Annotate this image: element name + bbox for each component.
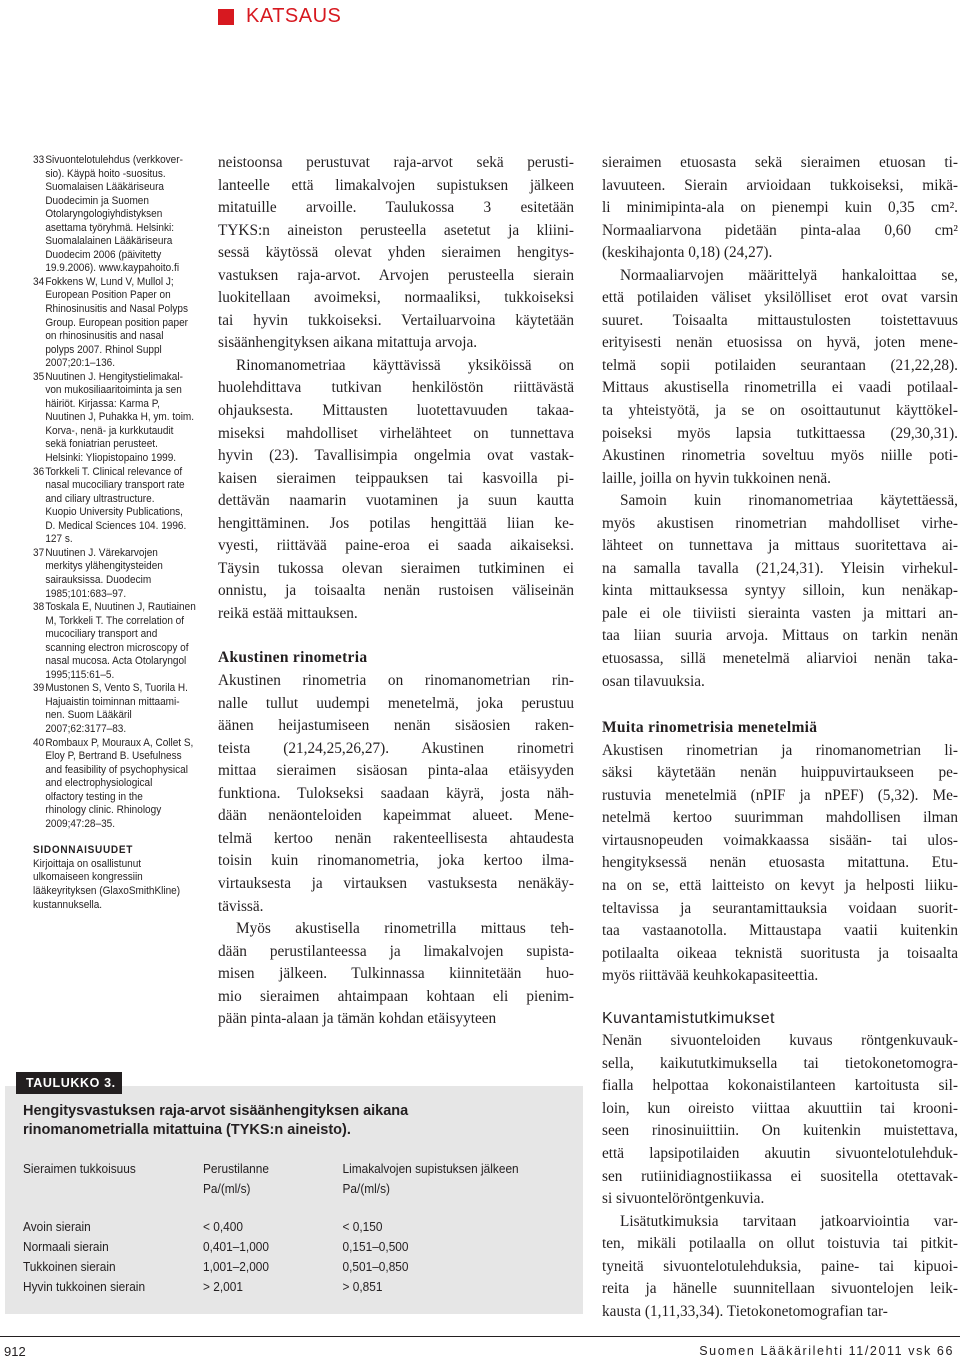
reference-line: and electrophysiological bbox=[45, 777, 153, 790]
reference-line: Nuutinen J. Hengitystielimakal- bbox=[45, 370, 183, 383]
text-line: Myös akustisella rinometrilla mittaus teh- bbox=[236, 920, 574, 938]
section-label bbox=[218, 5, 341, 28]
table-header-row bbox=[23, 1159, 550, 1179]
reference-text bbox=[45, 466, 197, 547]
text-line: ta yhteistyötä, ja se on osoittautunut käyttökel- bbox=[602, 402, 958, 420]
reference-line: Suomalalainen Lääkäriseura bbox=[45, 235, 173, 248]
paragraph bbox=[218, 152, 574, 355]
disclosure-line: kustannuksella. bbox=[33, 898, 103, 911]
text-line: erityisesti nenän etuosissa on hyvä, joten mene- bbox=[602, 334, 958, 352]
table-cell: > 0,851 bbox=[342, 1279, 383, 1294]
reference-item bbox=[33, 154, 198, 276]
table-3 bbox=[5, 1076, 583, 1314]
reference-item bbox=[33, 737, 198, 832]
reference-line: Duodecim 2006 (päivitetty bbox=[45, 248, 162, 261]
text-line: reita ja hänelle suunnitellaan sivuontelojen leik- bbox=[602, 1280, 958, 1298]
text-line: hengityksessä nenän etuosasta mitattuna. Etu- bbox=[602, 854, 958, 872]
section-heading-other-methods: Muita rinometrisia menetelmiä bbox=[602, 719, 818, 737]
reference-line: Toskala E, Nuutinen J, Rautiainen bbox=[45, 601, 196, 614]
reference-text bbox=[45, 682, 197, 736]
reference-line: Fokkens W, Lund V, Mullol J; bbox=[45, 275, 174, 288]
text-line: Akustinen rinometria soveltuu myös niille poti- bbox=[602, 447, 958, 465]
table-row bbox=[23, 1277, 550, 1297]
reference-number: 35 bbox=[33, 370, 45, 383]
paragraph bbox=[218, 918, 574, 1031]
reference-item bbox=[33, 276, 198, 371]
section-title: KATSAUS bbox=[246, 5, 342, 27]
table-row bbox=[23, 1217, 550, 1237]
text-line: Lisätutkimuksia tarvitaan jatkoarviointia var- bbox=[620, 1212, 958, 1230]
reference-line: Rombaux P, Mouraux A, Collet S, bbox=[45, 736, 194, 749]
reference-line: rhinology clinic. Rhinology bbox=[45, 804, 162, 817]
reference-text bbox=[45, 371, 197, 466]
text-line: dään perustilanteessa ja limakalvojen supista- bbox=[218, 942, 574, 960]
text-line: hyvin (23). Tavallisimpia ongelmia ovat vastak- bbox=[218, 447, 574, 465]
reference-line: Torkkeli T. Clinical relevance of bbox=[45, 465, 183, 478]
section-heading-acoustic-rhinometry: Akustinen rinometria bbox=[218, 649, 368, 667]
text-line: vyesti, riittävää paine-eroa ei saada aikaiseksi. bbox=[218, 537, 574, 555]
text-line: lavuuteen. Sierain arvioidaan tukkoiseksi, mikä- bbox=[602, 176, 958, 194]
reference-line: 1985;101:683–97. bbox=[45, 587, 127, 600]
footer-rule bbox=[0, 1336, 960, 1337]
reference-line: 19.9.2006). www.kaypahoito.fi bbox=[45, 262, 180, 275]
table-row bbox=[23, 1257, 550, 1277]
text-line: sella, kaikututkimuksella tai tietokonetomogra- bbox=[602, 1054, 958, 1072]
text-line: seen rinosinuiittiin. On kuitenkin muistettava, bbox=[602, 1122, 958, 1140]
reference-number: 36 bbox=[33, 465, 45, 478]
text-line: sieraimen etuosasta sekä sieraimen etuosan ti- bbox=[602, 154, 958, 171]
text-line: hengittäminen. Jos potilas hengittää liian ke- bbox=[218, 514, 574, 532]
text-line: lanteelle että limakalvojen supistuksen jälkeen bbox=[218, 176, 574, 194]
reference-line: Kuopio University Publications, bbox=[45, 506, 183, 519]
reference-line: 2007;20:1–136. bbox=[45, 357, 116, 370]
reference-line: 127 s. bbox=[45, 533, 73, 546]
text-line: sessä käytössä olevat yhden sieraimen hengitys- bbox=[218, 244, 574, 262]
reference-text bbox=[45, 154, 197, 276]
reference-text bbox=[45, 547, 197, 601]
paragraph bbox=[602, 490, 958, 693]
paragraph bbox=[602, 265, 958, 490]
reference-line: Suomalaisen Lääkäriseura bbox=[45, 181, 165, 194]
table-tag: TAULUKKO 3. bbox=[16, 1072, 122, 1094]
text-line: teltavissa ja seurantamittauksia voidaan suorit- bbox=[602, 899, 958, 917]
text-line: Rinomanometriaa käyttävissä yksiköissä on bbox=[236, 356, 574, 374]
text-line: Mittaus akustisella rinometrilla ei vaadi potilaal- bbox=[602, 379, 958, 397]
table-cell: 1,001–2,000 bbox=[203, 1259, 270, 1274]
text-line: myös akustisen rinometrian mahdolliset virhe- bbox=[602, 514, 958, 532]
text-line: Akustisen rinometrian ja rinomanometrian li- bbox=[602, 741, 958, 759]
text-line: pään pinta-alaan ja tämän kohdan etäisyyteen bbox=[218, 1010, 497, 1028]
reference-text bbox=[45, 276, 197, 371]
table-title bbox=[23, 1102, 408, 1140]
text-line: dettävän naamarin vuotaminen ja suun kautta bbox=[218, 492, 574, 510]
reference-line: von mukosiliaaritoiminta ja sen bbox=[45, 384, 182, 397]
text-line: telmä kertoo nenän rakenteellisesta ahtaudesta bbox=[218, 829, 574, 847]
text-line: kausta (1,11,33,34). Tietokonetomografian tar- bbox=[602, 1302, 888, 1320]
reference-line: scanning electron microscopy of bbox=[45, 641, 189, 654]
table-header-row bbox=[23, 1179, 550, 1199]
reference-line: Hajuaistin toiminnan mittaami- bbox=[45, 695, 180, 708]
table-spacer bbox=[23, 1199, 550, 1217]
reference-line: sekä foniatrian perusteet. bbox=[45, 438, 158, 451]
table-cell bbox=[23, 1179, 203, 1199]
text-line: sen rutiinidiagnostiikassa ei suositella otettavak- bbox=[602, 1167, 958, 1185]
disclosure-line: lääkeyrityksen (GlaxoSmithKline) bbox=[33, 884, 181, 897]
text-line: ten, mikäli potilaalla on ollut toistuvia tai pitkit- bbox=[602, 1235, 958, 1253]
paragraph bbox=[218, 670, 574, 918]
reference-line: merkitys ylähengitysteiden bbox=[45, 560, 163, 573]
table-cell: Perustilanne bbox=[203, 1161, 269, 1176]
text-line: si sivuontelöröntgenkuvia. bbox=[602, 1190, 765, 1208]
reference-line: 2009;47:28–35. bbox=[45, 817, 116, 830]
text-line: mittaa sieraimen sisäosan pinta-alaa etäisyyden bbox=[218, 762, 574, 780]
text-line: suuret. Toisaalta mittaustulosten toistettavuus bbox=[602, 311, 958, 329]
reference-line: D. Medical Sciences 104. 1996. bbox=[45, 519, 187, 532]
reference-line: nasal mucociliary transport rate bbox=[45, 479, 185, 492]
text-line: mitatuille arvoille. Taulukossa 3 esitetään bbox=[218, 199, 574, 217]
text-line: kinta mittauksessa syntyy silloin, kun nenäkap- bbox=[602, 582, 958, 600]
text-line: mio sieraimen ahtaimpaan kohtaan eli pienim- bbox=[218, 987, 574, 1005]
table-title-line: Hengitysvastuksen raja-arvot sisäänhengityksen aikana bbox=[23, 1103, 409, 1119]
reference-line: Sivuontelotulehdus (verkkover- bbox=[45, 154, 183, 166]
reference-line: Duodecimin ja Suomen bbox=[45, 194, 149, 207]
reference-line: nen. Suom Lääkäril bbox=[45, 709, 132, 722]
table-cell: Limakalvojen supistuksen jälkeen bbox=[342, 1161, 519, 1176]
section-marker-square bbox=[218, 9, 234, 25]
text-line: sisäänhengityksen aikana mitattuja arvoja. bbox=[218, 334, 478, 352]
text-line: miseksi mahdolliset virhelähteet on tunnettava bbox=[218, 424, 574, 442]
reference-line: Korva-, nenä- ja kurkkutaudit bbox=[45, 424, 174, 437]
reference-item bbox=[33, 547, 198, 601]
paragraph bbox=[602, 1211, 958, 1324]
text-line: (keskihajonta 0,18) (24,27). bbox=[602, 244, 773, 262]
paragraph bbox=[602, 152, 958, 265]
text-line: misen jälkeen. Tulkinnassa kiinnitetään huo- bbox=[218, 965, 574, 983]
text-line: tävissä. bbox=[218, 897, 264, 915]
text-line: virtausnopeuden voimakkaassa sisään- tai ulos- bbox=[602, 831, 958, 849]
reference-line: on rhinosinusitis and nasal bbox=[45, 330, 164, 343]
text-line: telmä sopii potilaiden seurantaan (21,22,28). bbox=[602, 356, 958, 374]
text-line: taa vastaanotolla. Mittaustapa vaatii kuitenkin bbox=[602, 922, 958, 940]
reference-line: Nuutinen J. Värekarvojen bbox=[45, 546, 158, 559]
text-line: teista (21,24,25,26,27). Akustinen rinometri bbox=[218, 739, 574, 757]
reference-line: sio). Käypä hoito -suositus. bbox=[45, 167, 166, 180]
reference-number: 37 bbox=[33, 546, 45, 559]
reference-item bbox=[33, 371, 198, 466]
reference-item bbox=[33, 682, 198, 736]
text-line: että lapsipotilaiden akuutin sivuontelotulehduk- bbox=[602, 1144, 958, 1162]
table-cell: 0,401–1,000 bbox=[203, 1239, 270, 1254]
table-cell: Pa/(ml/s) bbox=[203, 1181, 251, 1196]
reference-line: and feasibility of psychophysical bbox=[45, 763, 188, 776]
paragraph bbox=[602, 1030, 958, 1210]
text-line: tai hyvin tukkoiseksi. Vertailuarvoina käytetään bbox=[218, 311, 574, 329]
text-line: luokitellaan avoimeksi, normaaliksi, tukkoiseksi bbox=[218, 289, 574, 307]
reference-item bbox=[33, 466, 198, 547]
reference-line: European Position Paper on bbox=[45, 289, 171, 302]
reference-line: asettama työryhmä. Helsinki: bbox=[45, 221, 175, 234]
table-cell: < 0,400 bbox=[203, 1219, 243, 1234]
text-line: loin, kun oireisto viittaa akuuttiin tai krooni- bbox=[602, 1099, 958, 1117]
disclosure-heading: SIDONNAISUUDET bbox=[33, 844, 134, 857]
reference-number: 38 bbox=[33, 601, 45, 614]
text-line: säksi käytetään nenän huippuvirtaukseen pe- bbox=[602, 764, 958, 782]
text-line: funktiona. Tulokseksi saadaan käyrä, josta näh- bbox=[218, 784, 574, 802]
table-cell: Pa/(ml/s) bbox=[342, 1181, 390, 1196]
text-line: pale ei ole tiiviisti sierainta vasten ja mittari an- bbox=[602, 604, 958, 622]
table-body bbox=[23, 1159, 550, 1297]
text-line: vastuksen raja-arvot. Arvojen perusteella sierain bbox=[218, 266, 574, 284]
text-line: onnistu, ja toisaalta nenän rustoisen väliseinän bbox=[218, 582, 574, 600]
text-line: fialla helpottaa kokonaistilanteen kartoitusta sil- bbox=[602, 1077, 958, 1095]
reference-number: 34 bbox=[33, 275, 45, 288]
page-number: 912 bbox=[4, 1344, 26, 1359]
text-line: ohjauksesta. Mittausten luotettavuuden takaa- bbox=[218, 402, 574, 420]
reference-line: häiriöt. Kirjassa: Karma P, bbox=[45, 397, 160, 410]
table-cell: 0,151–0,500 bbox=[342, 1239, 409, 1254]
reference-line: Rhinosinusitis and Nasal Polyps bbox=[45, 303, 188, 316]
text-line: laille, joilla on hyvin tukkoinen nenä. bbox=[602, 469, 831, 487]
reference-text bbox=[45, 737, 197, 832]
table-cell: Tukkoinen sierain bbox=[23, 1259, 116, 1274]
reference-line: polyps 2007. Rhinol Suppl bbox=[45, 343, 162, 356]
text-line: li minimipinta-ala on pienempi kuin 0,35 cm². bbox=[602, 199, 958, 217]
reference-line: mucociliary transport and bbox=[45, 628, 158, 641]
paragraph bbox=[602, 740, 958, 988]
text-line: etuosassa, sillä menetelmä aliarvioi nenän taka- bbox=[602, 650, 958, 668]
journal-footer: Suomen Lääkärilehti 11/2011 vsk 66 bbox=[699, 1344, 954, 1358]
table-title-line: rinomanometrialla mitattuina (TYKS:n aineisto). bbox=[23, 1122, 351, 1138]
text-line: Akustinen rinometria on rinomanometrian rin- bbox=[218, 672, 574, 690]
table-cell: Normaali sierain bbox=[23, 1239, 109, 1254]
reference-line: 2007;62:3177–83. bbox=[45, 722, 127, 735]
table-cell: > 2,001 bbox=[203, 1279, 243, 1294]
reference-line: Helsinki: Yliopistopaino 1999. bbox=[45, 452, 177, 465]
text-line: lähteet on tunnettava ja mittaus suoritettava ai- bbox=[602, 537, 958, 555]
disclosure-line: Kirjoittaja on osallistunut bbox=[33, 857, 142, 870]
text-line: rustuvia menetelmiä (nPIF ja nPEF) (5,32). Me- bbox=[602, 786, 958, 804]
text-line: reikä estää mittauksen. bbox=[218, 604, 358, 622]
reference-text bbox=[45, 601, 197, 682]
table-cell: Sieraimen tukkoisuus bbox=[23, 1161, 136, 1176]
reference-line: M, Torkkeli T. The correlation of bbox=[45, 614, 185, 627]
text-line: potilaalta oikeaa teknistä suoritusta ja toisaalta bbox=[602, 944, 958, 962]
middle-column bbox=[218, 152, 574, 1031]
text-line: neistoonsa perustuvat raja-arvot sekä perusti- bbox=[218, 154, 574, 171]
table-cell: 0,501–0,850 bbox=[342, 1259, 409, 1274]
text-line: Täysin tukossa olevan sieraimen tutkiminen ei bbox=[218, 559, 574, 577]
text-line: toisin kuin rinomanometria, joka kertoo ilma- bbox=[218, 852, 574, 870]
text-line: dään nenäonteloiden kapeimmat alueet. Mene- bbox=[218, 807, 574, 825]
reference-line: nasal mucosa. Acta Otolaryngol bbox=[45, 655, 187, 668]
text-line: tyneitä sivuontelotulehduksia, paine- tai kipuoi- bbox=[602, 1257, 958, 1275]
reference-line: Group. European position paper bbox=[45, 316, 188, 329]
reference-line: Mustonen S, Vento S, Tuorila H. bbox=[45, 682, 188, 695]
reference-number: 33 bbox=[33, 154, 45, 166]
text-line: että potilaiden väliset yksilölliset erot ovat varsin bbox=[602, 289, 958, 307]
references-list bbox=[33, 154, 198, 912]
table-cell: < 0,150 bbox=[342, 1219, 383, 1234]
reference-line: and ciliary ultrastructure. bbox=[45, 492, 155, 505]
reference-line: sairauksissa. Duodecim bbox=[45, 573, 152, 586]
reference-number: 40 bbox=[33, 736, 45, 749]
text-line: nalle tullut uudempi menetelmä, joka perustuu bbox=[218, 694, 574, 712]
text-line: na samalla tavalla (21,24,31). Yleisin virhekul- bbox=[602, 559, 958, 577]
text-line: osan tilavuuksia. bbox=[602, 672, 705, 690]
reference-line: Nuutinen J, Puhakka H, ym. toim. bbox=[45, 411, 195, 424]
text-line: Normaaliarvona pidetään pinta-alaa 0,60 cm² bbox=[602, 221, 958, 239]
text-line: TYKS:n aineiston perusteella asetetut ja kliini- bbox=[218, 221, 574, 239]
reference-number: 39 bbox=[33, 682, 45, 695]
text-line: äänen heijastumiseen nenän sisäosien raken- bbox=[218, 717, 574, 735]
disclosure-line: ulkomaiseen kongressiin bbox=[33, 871, 143, 884]
text-line: poiseksi myös lapsia tutkittaessa (29,30,31). bbox=[602, 424, 958, 442]
text-line: Samoin kuin rinomanometriaa käytettäessä, bbox=[620, 492, 958, 510]
table-cell: Hyvin tukkoinen sierain bbox=[23, 1279, 146, 1294]
text-line: huolehdittava tutkivan henkilöstön riittävästä bbox=[218, 379, 574, 397]
reference-line: olfactory testing in the bbox=[45, 790, 143, 803]
text-line: myös riittävää keuhkokapasiteettia. bbox=[602, 967, 819, 985]
right-column bbox=[602, 152, 958, 1323]
text-line: netelmä kertoo suurimman mahdollisen ilman bbox=[602, 809, 958, 827]
table-row bbox=[23, 1237, 550, 1257]
reference-line: 1995;115:61–5. bbox=[45, 668, 115, 681]
reference-line: Otolaryngologiyhdistyksen bbox=[45, 208, 163, 221]
section-heading-imaging: Kuvantamistutkimukset bbox=[602, 1009, 775, 1027]
text-line: na on se, että laitteisto on kevyt ja helposti liiku- bbox=[602, 876, 958, 894]
reference-line: Eloy P, Bertrand B. Usefulness bbox=[45, 750, 182, 763]
table-cell: Avoin sierain bbox=[23, 1219, 91, 1234]
text-line: taa liian suuria arvoja. Mittaus on tarkin nenän bbox=[602, 627, 958, 645]
paragraph bbox=[218, 355, 574, 626]
text-line: Nenän sivuonteloiden kuvaus röntgenkuvauk- bbox=[602, 1032, 958, 1050]
reference-item bbox=[33, 601, 198, 682]
text-line: kaisen sieraimen teippauksen tai kasvoilla pi- bbox=[218, 469, 574, 487]
text-line: virtauksesta ja virtauksen vastuksesta nenäkäy- bbox=[218, 874, 574, 892]
text-line: Normaaliarvojen määrittelyä hankaloittaa se, bbox=[620, 266, 958, 284]
